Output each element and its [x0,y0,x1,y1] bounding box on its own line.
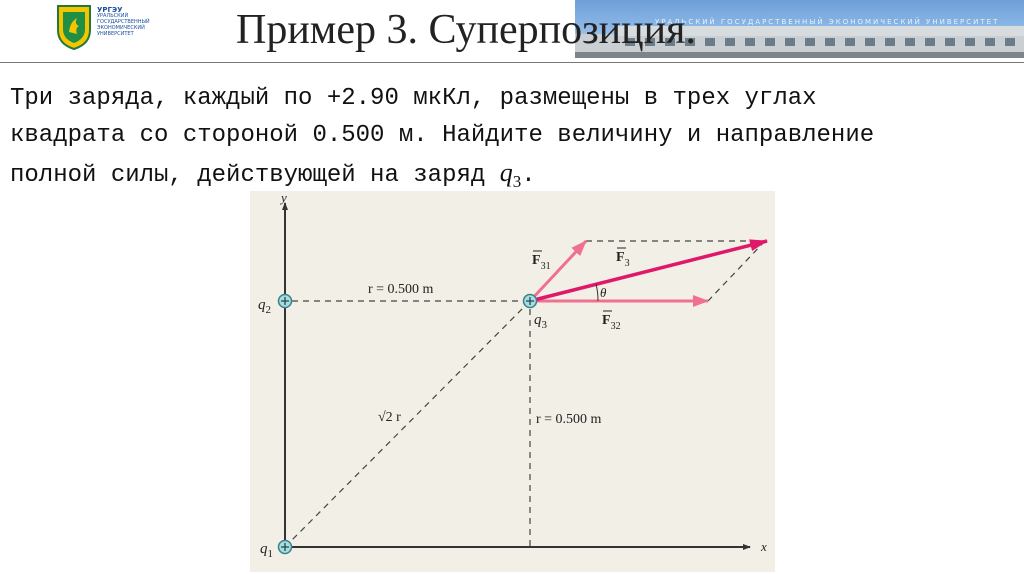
distance-label-horizontal: r = 0.500 m [368,282,434,297]
svg-text:F31: $F_{31}$ [532,253,551,272]
university-logo [55,4,155,54]
distance-label-diagonal: √2 r [378,410,401,425]
logo-abbr: УРГЭУ [97,6,123,14]
label-q1: $q_1$ [260,541,273,560]
label-q3: $q_3$ [534,312,547,331]
force-f31-arrow [530,241,586,301]
charge-q3 [524,295,537,308]
y-axis-label: y [281,191,287,205]
charge-q1 [279,541,292,554]
problem-line-3-prefix: полной силы, действующей на заряд [10,162,500,189]
theta-arc [596,284,598,301]
problem-line-3-suffix: . [521,162,536,189]
logo-university-name: УРАЛЬСКИЙ ГОСУДАРСТВЕННЫЙ ЭКОНОМИЧЕСКИЙ УНИВЕРСИТЕТ [97,13,150,37]
logo-text [97,7,157,37]
label-f3 [616,248,630,269]
theta-label: θ [600,285,607,300]
problem-line-2: квадрата со стороной 0.500 м. Найдите величину и направление [10,122,875,149]
distance-label-vertical: r = 0.500 m [536,412,602,427]
label-f31 [532,251,551,272]
label-f32 [602,311,621,332]
svg-text:F32: $F_{32}$ [602,313,621,332]
label-q2: $q_2$ [258,297,271,316]
logo-emblem-icon [55,4,93,50]
x-axis-label: x [761,539,767,554]
header-divider [0,62,1024,63]
svg-text:F3: $F_3$ [616,250,630,269]
dashed-diagonal-q1-q3 [285,301,530,547]
force-diagram [250,191,775,572]
force-f3-arrow [530,241,767,301]
banner-sign-text: УРАЛЬСКИЙ ГОСУДАРСТВЕННЫЙ ЭКОНОМИЧЕСКИЙ УНИВЕРСИТЕТ [655,18,1000,26]
problem-charge-q3: $q_3$ [499,158,522,192]
problem-statement [10,80,1010,200]
force-diagram-svg [250,191,775,572]
charge-q2 [279,295,292,308]
slide-title: Пример 3. Суперпозиция. [236,7,696,53]
problem-line-1: Три заряда, каждый по +2.90 мкКл, размещены в трех углах [10,85,817,112]
